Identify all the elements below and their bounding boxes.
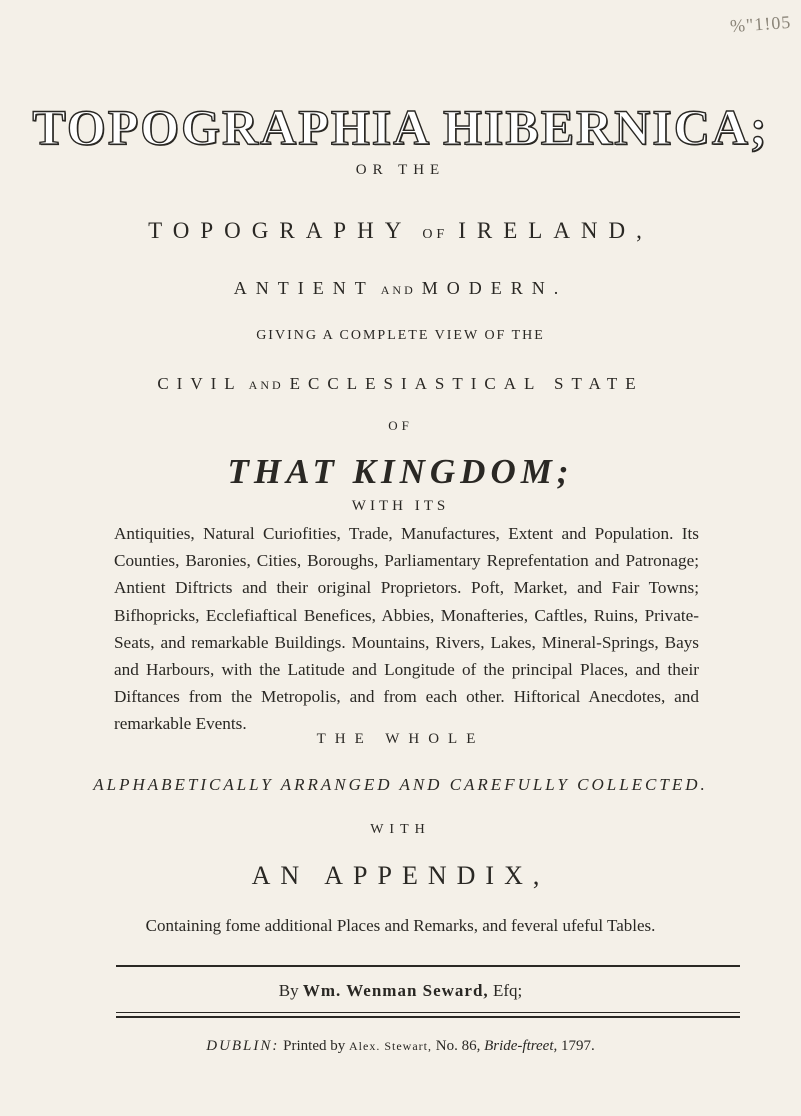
containing-line: Containing fome additional Places and Remarks, and feveral ufeful Tables. xyxy=(145,916,656,935)
with-line: WITH xyxy=(370,822,431,837)
subtitle-antient-modern xyxy=(0,278,801,299)
giving-line: GIVING A COMPLETE VIEW OF THE xyxy=(256,328,545,343)
imprint-year: 1797. xyxy=(561,1038,595,1054)
main-title: TOPOGRAPHIA HIBERNICA; xyxy=(32,99,769,155)
subtitle-topography-joiner: OF xyxy=(422,227,449,242)
civil-right: ECCLESIASTICAL STATE xyxy=(289,374,644,393)
antient-joiner: AND xyxy=(380,283,416,297)
library-shelfmark: %"1!05 xyxy=(728,11,792,37)
of-line: OF xyxy=(388,418,413,433)
civil-joiner: AND xyxy=(248,378,284,392)
civil-ecclesiastical-line xyxy=(0,374,801,394)
imprint-line xyxy=(0,1038,801,1055)
imprint-printed-by: Printed by xyxy=(283,1038,346,1054)
subtitle-topography-right: IRELAND, xyxy=(458,218,653,243)
author-name: Wm. Wenman Seward, xyxy=(302,981,489,1000)
with-its-line: WITH ITS xyxy=(351,498,450,514)
antient-left: ANTIENT xyxy=(233,278,375,298)
alphabetically-arranged-line: ALPHABETICALLY ARRANGED AND CAREFULLY COLLECTED. xyxy=(93,775,708,794)
byline-suffix: Efq; xyxy=(492,981,523,1000)
or-the-line: OR THE xyxy=(355,162,446,178)
appendix-heading: AN APPENDIX, xyxy=(251,861,550,890)
imprint-address: No. 86, xyxy=(435,1038,481,1054)
imprint-street: Bride-ftreet, xyxy=(484,1038,558,1054)
author-byline xyxy=(0,981,801,1001)
that-kingdom-heading: THAT KINGDOM; xyxy=(227,452,574,491)
description-paragraph: Antiquities, Natural Curiofities, Trade, Manufactures, Extent and Population. Its Counties, Baronies, Cities, Boroughs, Parliamentary Reprefentation and Patronage; Antient Diftricts and their original Proprietors. Poft, Market, and Fair Towns; Bifhopricks, Ecclefiaftical Benefices, Abbies, Monafteries, Caftles, Ruins, Private-Seats, and remarkable Buildings. Mountains, Rivers, Lakes, Mineral-Springs, Bays and Harbours, with the Latitude and Longitude of the principal Places, and their Diftances from the Metropolis, and from each other. Hiftorical Anecdotes, and remarkable Events. xyxy=(114,524,699,734)
antient-right: MODERN. xyxy=(421,278,568,298)
imprint-printer: Alex. Stewart, xyxy=(349,1039,432,1053)
divider-rule-bottom-thin xyxy=(116,1012,740,1013)
subtitle-topography-left: TOPOGRAPHY xyxy=(148,218,413,243)
divider-rule-bottom-thick xyxy=(116,1016,740,1018)
the-whole-line: THE WHOLE xyxy=(316,731,485,747)
civil-left: CIVIL xyxy=(157,374,243,393)
subtitle-topography xyxy=(0,218,801,244)
imprint-place: DUBLIN: xyxy=(206,1038,280,1054)
divider-rule-top xyxy=(116,965,740,967)
byline-by: By xyxy=(278,981,299,1000)
